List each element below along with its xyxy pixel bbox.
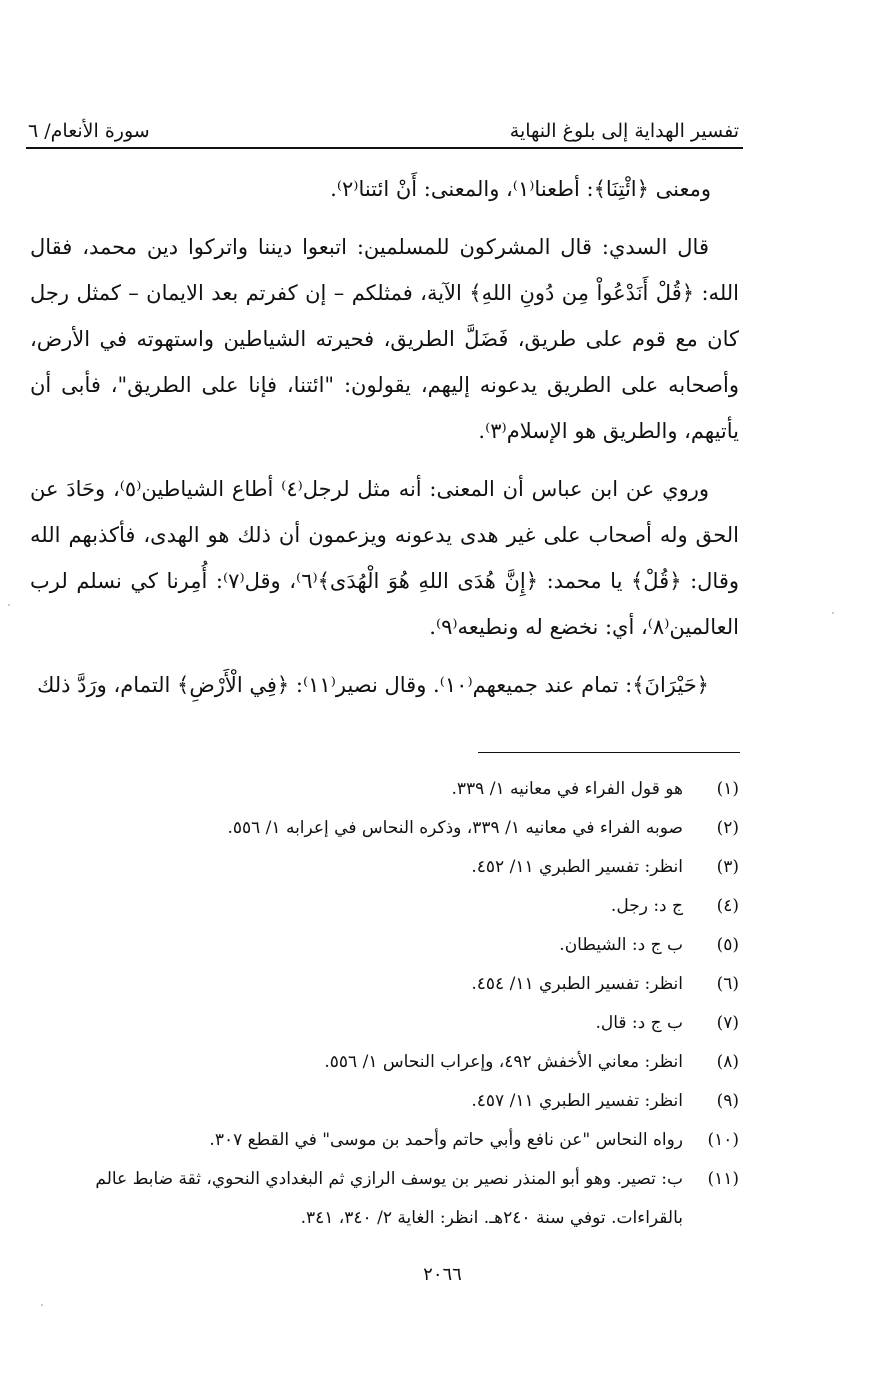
main-text: [30, 166, 739, 720]
footnote: [30, 887, 739, 926]
paragraph: قال السدي: قال المشركون للمسلمين: اتبعوا ديننا واتركوا دين محمد، فقال الله: ﴿قُلْ أَنَدْعُواْ مِن دُونِ اللهِ﴾ الآية، فمثلكم – إن كفرتم بعد الايمان – كمثل رجل كان مع قوم على طريق، فَضَلَّ الطريق، فحيرته الشياطين واستهوته في الأرض، وأصحابه على الطريق يدعونه إليهم، يقولون: "ائتنا، فإنا على الطريق"، فأبى أن يأتيهم، والطريق هو الإسلام⁽٣⁾.: [30, 235, 739, 443]
footnote-text: انظر: تفسير الطبري ١١/ ٤٥٢.: [471, 857, 683, 877]
footnote: [30, 770, 739, 809]
paragraph: وروي عن ابن عباس أن المعنى: أنه مثل لرجل⁽٤⁾ أطاع الشياطين⁽٥⁾، وحَادَ عن الحق وله أصحاب على غير هدى يدعونه ويزعمون أن ذلك هو الهدى، فأكذبهم الله وقال: ﴿قُلْ﴾ يا محمد: ﴿إِنَّ هُدَى اللهِ هُوَ الْهُدَى﴾⁽٦⁾، وقل⁽٧⁾: أُمِرنا كي نسلم لرب العالمين⁽٨⁾، أي: نخضع له ونطيعه⁽٩⁾.: [30, 477, 739, 639]
footnote-text: انظر: معاني الأخفش ٤٩٢، وإعراب النحاس ١/ ٥٥٦.: [324, 1052, 683, 1072]
footnote-number: (٨): [716, 1052, 739, 1072]
footnote: [30, 1004, 739, 1043]
footnote-number: (١٠): [707, 1130, 739, 1150]
footnote-text: هو قول الفراء في معانيه ١/ ٣٣٩.: [451, 779, 683, 799]
footnote-number: (٩): [716, 1091, 739, 1111]
footnote-number: (١): [716, 779, 739, 799]
footnote-text: ب ج د: قال.: [595, 1013, 683, 1033]
footnote-number: (٤): [716, 896, 739, 916]
book-title: تفسير الهداية إلى بلوغ النهاية: [509, 120, 739, 142]
footnote: [30, 1082, 739, 1121]
footnote-number: (٥): [716, 935, 739, 955]
footnote: [30, 1121, 739, 1160]
footnote: [30, 1160, 739, 1238]
footnote-number: (٧): [716, 1013, 739, 1033]
footnote-text: ب ج د: الشيطان.: [559, 935, 683, 955]
footnote-number: (٦): [716, 974, 739, 994]
paragraph: ﴿حَيْرَانَ﴾: تمام عند جميعهم⁽١٠⁾. وقال نصير⁽١١⁾: ﴿فِي الْأَرْضِ﴾ التمام، ورَدَّ ذلك: [37, 673, 709, 697]
scan-speck: [41, 1304, 43, 1306]
footnote: [30, 1043, 739, 1082]
scan-speck: [832, 612, 834, 614]
page-number: ٢٠٦٦: [423, 1264, 462, 1285]
footnote-text: رواه النحاس "عن نافع وأبي حاتم وأحمد بن موسى" في القطع ٣٠٧.: [209, 1130, 683, 1150]
scan-speck: [8, 604, 10, 606]
footnote: [30, 926, 739, 965]
footnote: [30, 965, 739, 1004]
header-rule: [26, 147, 743, 149]
footnote-number: (٣): [716, 857, 739, 877]
paragraph: ومعنى ﴿ائْتِنَا﴾: أطعنا⁽١⁾، والمعنى: أَنْ ائتنا⁽٢⁾.: [330, 177, 711, 201]
footnote-text: انظر: تفسير الطبري ١١/ ٤٥٧.: [471, 1091, 683, 1111]
footnote-number: (١١): [707, 1169, 739, 1189]
footnote-text: انظر: تفسير الطبري ١١/ ٤٥٤.: [471, 974, 683, 994]
running-header: [28, 106, 739, 142]
footnote-number: (٢): [716, 818, 739, 838]
footnote: [30, 809, 739, 848]
footnote-text: صوبه الفراء في معانيه ١/ ٣٣٩، وذكره النحاس في إعرابه ١/ ٥٥٦.: [227, 818, 683, 838]
footnote: [30, 848, 739, 887]
footnote-rule: [478, 752, 740, 753]
surah-label: سورة الأنعام/ ٦: [28, 120, 150, 142]
footnote-text: ب: تصير. وهو أبو المنذر نصير بن يوسف الرازي ثم البغدادي النحوي، ثقة ضابط عالم بالقراءات. توفي سنة ٢٤٠هـ. انظر: الغاية ٢/ ٣٤٠، ٣٤١.: [95, 1169, 683, 1228]
footnotes: [30, 770, 739, 1238]
footnote-text: ج د: رجل.: [610, 896, 683, 916]
